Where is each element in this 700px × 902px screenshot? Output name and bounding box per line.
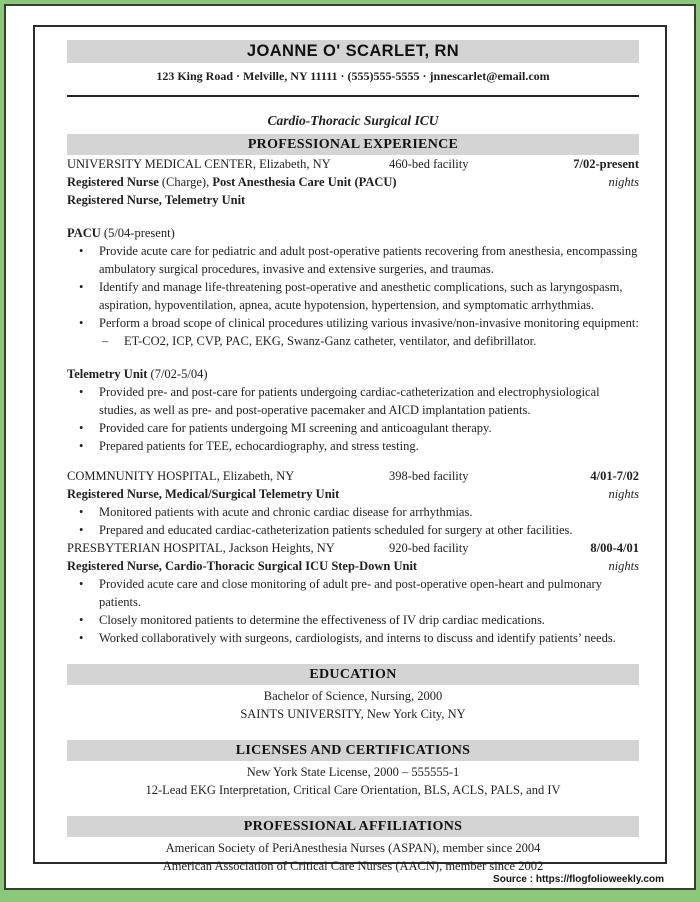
- section-education: EDUCATION: [67, 664, 639, 685]
- bullet-item: • Provided pre- and post-care for patients undergoing cardiac-catheterization and electrophysiological studies, as well as pre- and post-operative pacemaker and AICD implantation patients.: [67, 383, 639, 419]
- bullet-item: • Provided care for patients undergoing MI screening and anticoagulant therapy.: [67, 419, 639, 437]
- bullet-item: • Prepared patients for TEE, echocardiography, and stress testing.: [67, 437, 639, 455]
- job-title-row: [67, 557, 639, 575]
- specialty-title: Cardio-Thoracic Surgical ICU: [267, 113, 439, 128]
- section-licenses: LICENSES AND CERTIFICATIONS: [67, 740, 639, 761]
- company-name: PRESBYTERIAN HOSPITAL, Jackson Heights, NY: [67, 541, 335, 555]
- job-title-part: Registered Nurse: [67, 175, 159, 189]
- unit-dates: (5/04-present): [100, 226, 175, 240]
- facility-size: 398-bed facility: [389, 469, 469, 483]
- job-header-row: [67, 155, 639, 173]
- license-line-2: 12-Lead EKG Interpretation, Critical Care Orientation, BLS, ACLS, PALS, and IV: [145, 783, 561, 797]
- bullet-item: • Identify and manage life-threatening post-operative and anesthetic complications, such as laryngospasm, aspiration, hypoventilation, apnea, acute hypotension, hypertension, and symptomatic arrhythmias.: [67, 278, 639, 314]
- company-name: UNIVERSITY MEDICAL CENTER, Elizabeth, NY: [67, 157, 331, 171]
- job-title-row-2: [67, 191, 639, 209]
- unit-bullet-list: [67, 383, 639, 455]
- facility-size: 920-bed facility: [389, 541, 469, 555]
- job-header-row: [67, 539, 639, 557]
- bullet-item: • Provided acute care and close monitoring of adult pre- and post-operative open-heart and pulmonary patients.: [67, 575, 639, 611]
- facility-size: 460-bed facility: [389, 157, 469, 171]
- section-affiliations: PROFESSIONAL AFFILIATIONS: [67, 816, 639, 837]
- bullet-item: • Worked collaboratively with surgeons, cardiologists, and interns to discuss and identify patients’ needs.: [67, 629, 639, 647]
- education-degree: Bachelor of Science, Nursing, 2000: [263, 689, 443, 703]
- section-professional-experience: PROFESSIONAL EXPERIENCE: [67, 134, 639, 155]
- job-title: [67, 173, 539, 191]
- job-bullet-list: [67, 503, 639, 539]
- bullet-item: • Perform a broad scope of clinical procedures utilizing various invasive/non-invasive monitoring equipment:: [67, 314, 639, 332]
- shift-label: nights: [608, 487, 639, 501]
- shift-label: nights: [608, 559, 639, 573]
- job-title-part: Post Anesthesia Care Unit (PACU): [212, 175, 397, 189]
- affiliation-line-1: American Society of PeriAnesthesia Nurses (ASPAN), member since 2004: [165, 841, 541, 855]
- job-title-row: [67, 173, 639, 191]
- experience-entry-1: [67, 155, 639, 455]
- job-title-part: (Charge),: [158, 175, 213, 189]
- shift-label: nights: [608, 175, 639, 189]
- company-name: COMMNUNITY HOSPITAL, Elizabeth, NY: [67, 469, 295, 483]
- unit-dates: (7/02-5/04): [147, 367, 208, 381]
- license-line-1: New York State License, 2000 – 555555-1: [246, 765, 460, 779]
- document-canvas: [4, 4, 696, 890]
- job-title-2: Registered Nurse, Telemetry Unit: [67, 193, 246, 207]
- bullet-item: • Prepared and educated cardiac-catheterization patients scheduled for surgery at other facilities.: [67, 521, 639, 539]
- resume-page: [33, 25, 667, 873]
- employment-dates: 8/00-4/01: [590, 541, 639, 555]
- unit-name: PACU: [67, 226, 101, 240]
- employment-dates: 7/02-present: [573, 157, 639, 171]
- experience-entry-2: [67, 467, 639, 539]
- job-title: Registered Nurse, Cardio-Thoracic Surgical ICU Step-Down Unit: [67, 559, 418, 573]
- employment-dates: 4/01-7/02: [590, 469, 639, 483]
- bullet-item: • Provide acute care for pediatric and adult post-operative patients recovering from anesthesia, encompassing ambulatory surgical procedures, invasive and extensive surgeries, and traumas.: [67, 242, 639, 278]
- sub-bullet-item: – ET-CO2, ICP, CVP, PAC, EKG, Swanz-Ganz catheter, ventilator, and defibrillator.: [67, 332, 639, 350]
- unit-bullet-list: [67, 242, 639, 350]
- education-school: SAINTS UNIVERSITY, New York City, NY: [240, 707, 466, 721]
- experience-entry-3: [67, 539, 639, 647]
- job-header-row: [67, 467, 639, 485]
- unit-heading: [67, 365, 639, 383]
- job-bullet-list: [67, 575, 639, 647]
- unit-name: Telemetry Unit: [67, 367, 148, 381]
- unit-block-telemetry: [67, 365, 639, 455]
- source-attribution: Source : https://flogfolioweekly.com: [493, 874, 664, 885]
- header-divider: [67, 95, 639, 97]
- candidate-name: JOANNE O' SCARLET, RN: [67, 40, 639, 63]
- bullet-item: • Monitored patients with acute and chronic cardiac disease for arrhythmias.: [67, 503, 639, 521]
- job-title-row: [67, 485, 639, 503]
- job-title: Registered Nurse, Medical/Surgical Telemetry Unit: [67, 487, 340, 501]
- unit-heading: [67, 224, 639, 242]
- contact-line: 123 King Road · Melville, NY 11111 · (555)555-5555 · jnnescarlet@email.com: [156, 69, 550, 83]
- unit-block-pacu: [67, 224, 639, 350]
- bullet-item: • Closely monitored patients to determine the effectiveness of IV drip cardiac medications.: [67, 611, 639, 629]
- affiliation-line-2: American Association of Critical Care Nurses (AACN), member since 2002: [162, 859, 544, 873]
